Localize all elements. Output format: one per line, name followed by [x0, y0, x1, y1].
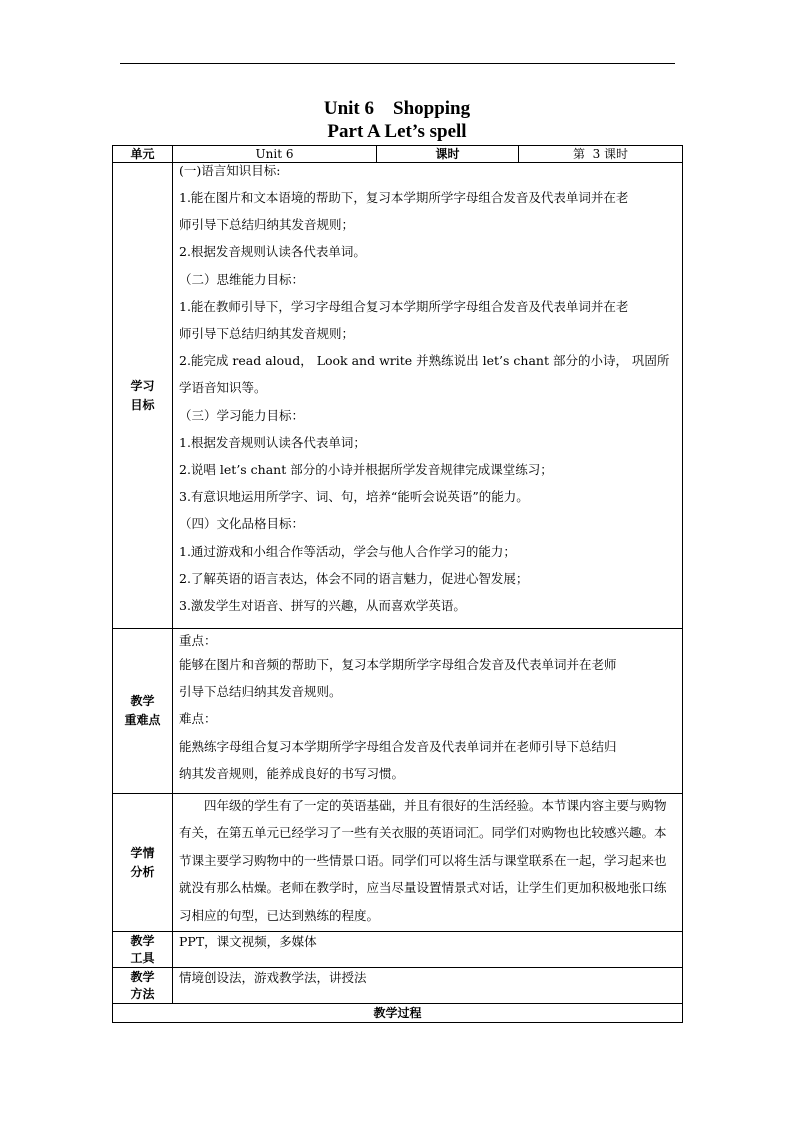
analysis-label [113, 794, 173, 932]
objectives-label [113, 163, 173, 629]
process-row [113, 1004, 683, 1023]
doc-title: Unit 6 Shopping [323, 98, 471, 119]
tools-row [113, 932, 683, 968]
objectives-line: 2.了解英语的语言表达，体会不同的语言魅力，促进心智发展； [179, 570, 529, 586]
doc-subtitle: Part A Let’s spell [327, 121, 467, 142]
key-points-row [113, 629, 683, 794]
objectives-line: 1.能在教师引导下，学习字母组合复习本学期所学字母组合发音及代表单词并在老 [179, 298, 629, 314]
unit-value: Unit 6 [173, 146, 377, 163]
objectives-content [173, 163, 683, 629]
process-title: 教学过程 [113, 1004, 683, 1023]
objectives-line: 2.说唱 let’s chant 部分的小诗并根据所学发音规律完成课堂练习； [179, 462, 553, 478]
methods-label-text: 教学 方法 [130, 969, 155, 1001]
key-points-label [113, 629, 173, 794]
analysis-content [173, 794, 683, 932]
key-points-line: 纳其发音规则，能养成良好的书写习惯。 [179, 765, 405, 781]
key-points-content [173, 629, 683, 794]
analysis-text: 四年级的学生有了一定的英语基础，并且有很好的生活经验。本节课内容主要与购物有关，在第五单元已经学习了一些有关衣服的英语词汇。同学们对购物也比较感兴趣。本节课主要学习购物中的一些情景口语。同学们可以将生活与课堂联系在一起，学习起来也就没有那么枯燥。老师在教学时，应当尽量设置情景式对话，让学生们更加积极地张口练习相应的句型，已达到熟练的程度。 [179, 798, 667, 923]
lesson-plan-table [112, 145, 683, 1023]
objectives-line: (一)语言知识目标: [179, 163, 281, 178]
methods-label [113, 968, 173, 1004]
objectives-line: 1.通过游戏和小组合作等活动，学会与他人合作学习的能力； [179, 543, 516, 559]
objectives-line: （二）思维能力目标： [179, 271, 305, 287]
tools-text: PPT，课文视频，多媒体 [179, 934, 317, 950]
objectives-line: 3.激发学生对语音、拼写的兴趣，从而喜欢学英语。 [179, 598, 466, 614]
header-row [113, 146, 683, 163]
objectives-line: （三）学习能力目标： [179, 407, 305, 423]
header-rule [120, 63, 675, 64]
key-points-line: 能够在图片和音频的帮助下，复习本学期所学字母组合发音及代表单词并在老师 [179, 657, 617, 672]
key-points-line: 难点： [179, 711, 217, 727]
tools-label-text: 教学 工具 [130, 933, 155, 965]
unit-label: 单元 [113, 146, 173, 163]
key-points-line: 重点： [179, 633, 217, 648]
tools-content [173, 932, 683, 968]
analysis-row [113, 794, 683, 932]
objectives-line: 2.能完成 read aloud， Look and write 并熟练说出 let’s chant 部分的小诗， 巩固所 [179, 353, 670, 369]
methods-content [173, 968, 683, 1004]
objectives-line: 2.根据发音规则认读各代表单词。 [179, 244, 366, 260]
objectives-line: 3.有意识地运用所学字、词、句，培养“能听会说英语”的能力。 [179, 489, 529, 505]
objectives-line: 师引导下总结归纳其发音规则； [179, 217, 355, 233]
analysis-label-text: 学情 分析 [130, 845, 155, 879]
key-points-line: 引导下总结归纳其发音规则。 [179, 684, 342, 700]
objectives-line: 1.根据发音规则认读各代表单词； [179, 434, 366, 450]
period-value: 第 3 课时 [519, 146, 683, 163]
tools-label [113, 932, 173, 968]
key-points-line: 能熟练字母组合复习本学期所学字母组合发音及代表单词并在老师引导下总结归 [179, 738, 617, 754]
methods-text: 情境创设法，游戏教学法，讲授法 [179, 970, 367, 986]
objectives-line: 学语音知识等。 [179, 380, 267, 396]
objectives-line: （四）文化品格目标： [179, 516, 305, 532]
objectives-label-text: 学习 目标 [130, 378, 155, 412]
methods-row [113, 968, 683, 1004]
period-label: 课时 [377, 146, 519, 163]
objectives-row [113, 163, 683, 629]
objectives-line: 1.能在图片和文本语境的帮助下，复习本学期所学字母组合发音及代表单词并在老 [179, 190, 629, 205]
key-points-label-text: 教学 重难点 [124, 694, 161, 727]
objectives-line: 师引导下总结归纳其发音规则； [179, 326, 355, 342]
